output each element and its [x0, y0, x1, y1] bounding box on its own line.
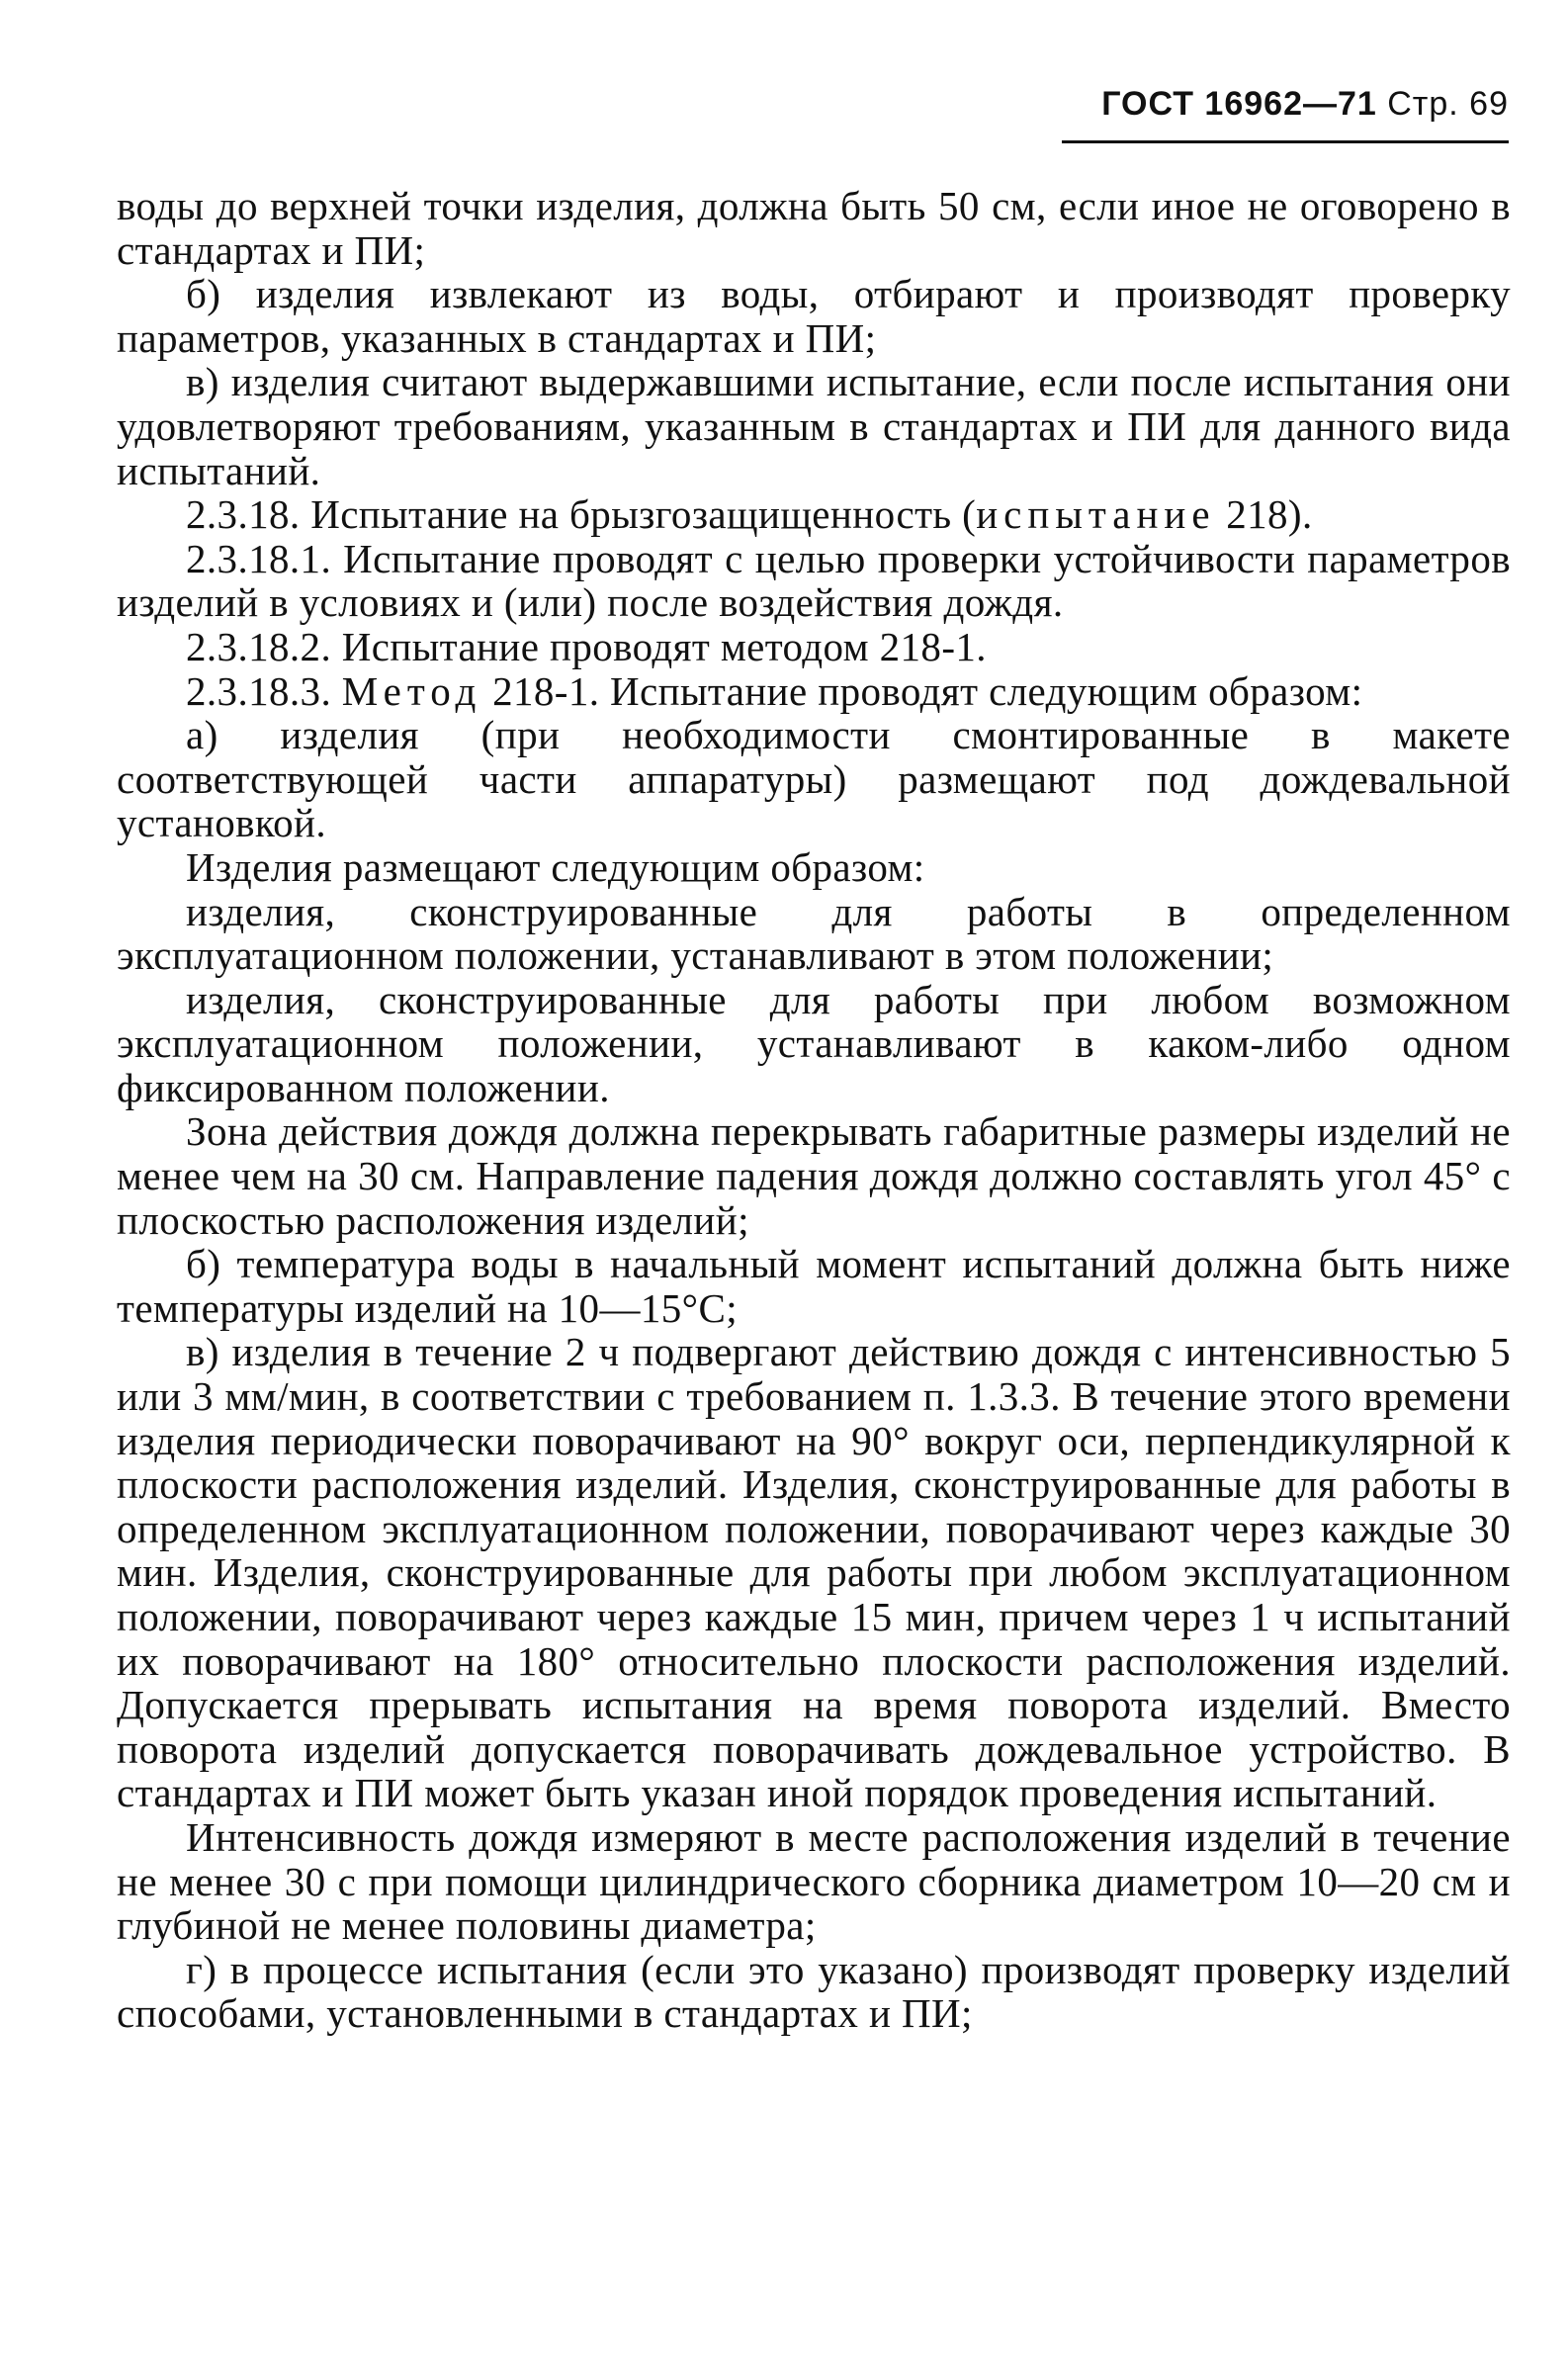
paragraph-rain-zone: Зона действия дождя должна перекрывать габаритные размеры изделий не менее чем на 30 см. Направление падения дождя должно составлять угол 45° с плоскостью расположения изделий; [117, 1108, 1511, 1243]
section-2-3-18-3: 2.3.18.3. Метод 218-1. Испытание проводят следующим образом: [186, 667, 1363, 714]
paragraph-item-g: г) в процессе испытания (если это указано) производят проверку изделий способами, установленными в стандартах и ПИ; [117, 1946, 1511, 2037]
paragraph-placement-any: изделия, сконструированные для работы при любом возможном эксплуатационном положении, устанавливают в каком-либо одном фиксированном положении. [117, 976, 1511, 1110]
paragraph-rain-intensity: Интенсивность дождя измеряют в месте расположения изделий в течение не менее 30 с при помощи цилиндрического сборника диаметром 10—20 см и глубиной не менее половины диаметра; [117, 1813, 1511, 1949]
page-header [1101, 85, 1509, 124]
page-number: Стр. 69 [1387, 85, 1509, 123]
test-label-spaced: испытание [976, 491, 1216, 538]
document-body [117, 184, 1511, 2036]
paragraph-item-b: б) изделия извлекают из воды, отбирают и производят проверку параметров, указанных в стандартах и ПИ; [117, 271, 1511, 361]
section-2-3-18-1: 2.3.18.1. Испытание проводят с целью проверки устойчивости параметров изделий в условиях и (или) после воздействия дождя. [117, 535, 1511, 626]
paragraph-continuation: воды до верхней точки изделия, должна быть 50 см, если иное не оговорено в стандартах и ПИ; [117, 183, 1511, 273]
paragraph-placement-fixed: изделия, сконструированные для работы в определенном эксплуатационном положении, устанавливают в этом положении; [117, 888, 1511, 979]
paragraph-placement-intro: Изделия размещают следующим образом: [186, 843, 925, 890]
paragraph-item-b-temperature: б) температура воды в начальный момент испытаний должна быть ниже температуры изделий на 10—15°С; [117, 1241, 1511, 1331]
paragraph-item-a: а) изделия (при необходимости смонтированные в макете соответствующей части аппаратуры) размещают под дождевальной установкой. [117, 712, 1511, 846]
paragraph-item-v-exposure: в) изделия в течение 2 ч подвергают действию дождя с интенсивностью 5 или 3 мм/мин, в соответствии с требованием п. 1.3.3. В течение этого времени изделия периодически поворачивают на 90° вокруг оси, перпендикулярной к плоскости расположения изделий. Изделия, сконструированные для работы в определенном эксплуатационном положении, поворачивают через каждые 30 мин. Изделия, сконструированные для работы при любом эксплуатационном положении, поворачивают через каждые 15 мин, причем через 1 ч испытаний их поворачивают на 180° относительно плоскости расположения изделий. Допускается прерывать испытания на время поворота изделий. Вместо поворота изделий допускается поворачивать дождевальное устройство. В стандартах и ПИ может быть указан иной порядок проведения испытаний. [117, 1329, 1511, 1816]
paragraph-item-v: в) изделия считают выдержавшими испытание, если после испытания они удовлетворяют требованиям, указанным в стандартах и ПИ для данного вида испытаний. [117, 359, 1511, 493]
standard-number: ГОСТ 16962—71 [1101, 85, 1377, 123]
section-2-3-18-heading: 2.3.18. Испытание на брызгозащищенность (испытание 218). [186, 491, 1313, 538]
section-2-3-18-2: 2.3.18.2. Испытание проводят методом 218-1. [186, 623, 987, 669]
method-label-spaced: Метод [341, 667, 482, 714]
header-rule [1062, 140, 1509, 143]
